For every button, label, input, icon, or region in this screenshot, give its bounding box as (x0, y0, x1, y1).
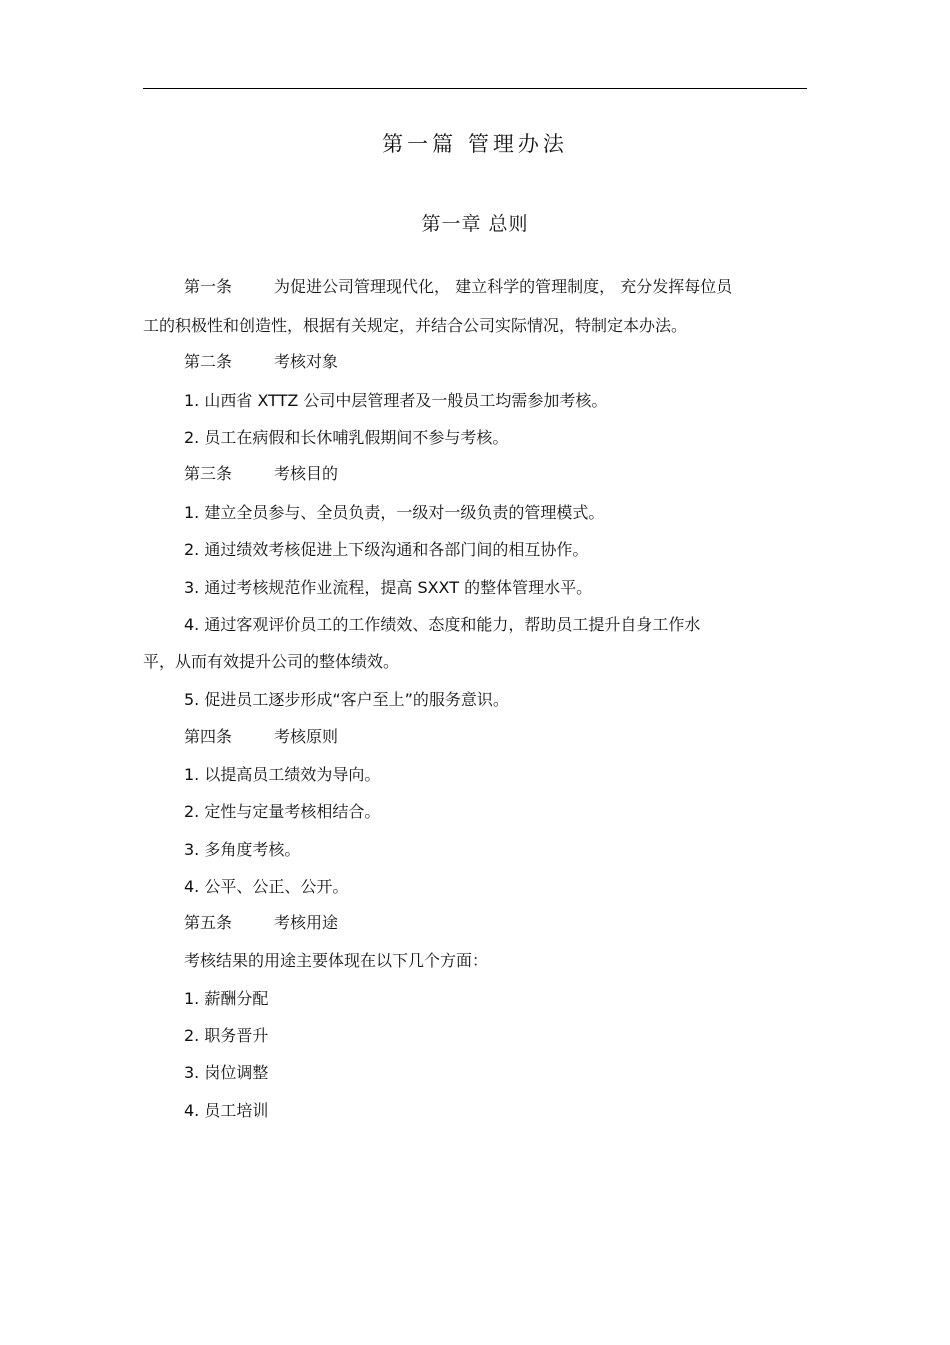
article4-header (184, 726, 338, 748)
article3-item-4-continued: 平，从而有效提升公司的整体绩效。 (143, 652, 400, 671)
article2-heading: 考核对象 (274, 352, 339, 371)
article4-heading: 考核原则 (274, 727, 339, 746)
article3-item-4: 4. 通过客观评价员工的工作绩效、态度和能力，帮助员工提升自身工作水 (184, 615, 701, 634)
article1-first-line (184, 276, 732, 298)
article2-item-2: 2. 员工在病假和长休哺乳假期间不参与考核。 (184, 428, 509, 447)
article3-label: 第三条 (184, 464, 233, 483)
article5-label: 第五条 (184, 913, 233, 932)
chapter-title: 第一章 总则 (421, 213, 529, 235)
article1-text-line1: 为促进公司管理现代化， 建立科学的管理制度， 充分发挥每位员 (274, 277, 733, 296)
article2-label: 第二条 (184, 352, 233, 371)
article1-text-line2: 工的积极性和创造性，根据有关规定，并结合公司实际情况，特制定本办法。 (143, 316, 688, 335)
article4-label: 第四条 (184, 727, 233, 746)
article3-item-5: 5. 促进员工逐步形成“客户至上”的服务意识。 (184, 690, 509, 709)
article5-item-4: 4. 员工培训 (184, 1101, 269, 1120)
article4-item-1: 1. 以提高员工绩效为导向。 (184, 765, 381, 784)
article2-item-1: 1. 山西省 XTTZ 公司中层管理者及一般员工均需参加考核。 (184, 391, 608, 410)
article4-item-2: 2. 定性与定量考核相结合。 (184, 802, 381, 821)
part-title: 第一篇 管理办法 (382, 132, 568, 156)
article5-item-3: 3. 岗位调整 (184, 1063, 269, 1082)
article1-label: 第一条 (184, 277, 233, 296)
article5-item-1: 1. 薪酬分配 (184, 989, 269, 1008)
article3-header (184, 463, 338, 485)
header-rule (143, 88, 807, 89)
article4-item-3: 3. 多角度考核。 (184, 840, 301, 859)
article3-item-2: 2. 通过绩效考核促进上下级沟通和各部门间的相互协作。 (184, 540, 589, 559)
article3-heading: 考核目的 (274, 464, 339, 483)
article5-item-2: 2. 职务晋升 (184, 1026, 269, 1045)
article3-item-1: 1. 建立全员参与、全员负责，一级对一级负责的管理模式。 (184, 503, 605, 522)
article5-intro: 考核结果的用途主要体现在以下几个方面： (184, 951, 489, 970)
article5-heading: 考核用途 (274, 913, 339, 932)
article2-header (184, 351, 338, 373)
article4-item-4: 4. 公平、公正、公开。 (184, 877, 349, 896)
article3-item-3: 3. 通过考核规范作业流程，提高 SXXT 的整体管理水平。 (184, 578, 593, 597)
article5-header (184, 912, 338, 934)
